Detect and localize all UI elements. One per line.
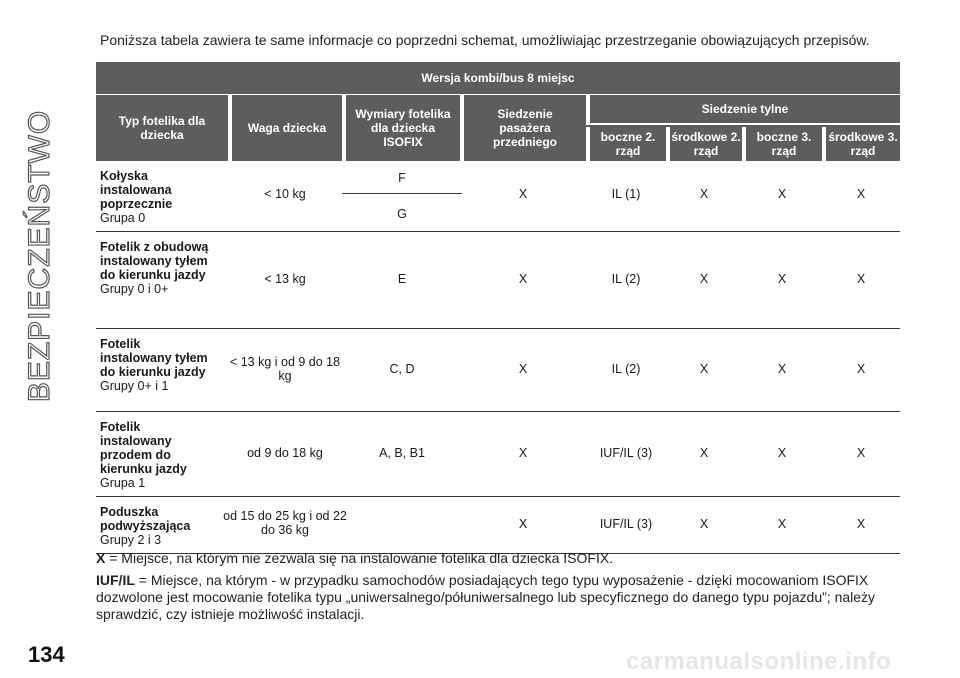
- cell-mid2: X: [699, 187, 709, 201]
- cell-isofix: A, B, B1: [379, 446, 425, 460]
- cell-front: X: [518, 517, 528, 531]
- header-isofix-size: Wymiary fotelika dla dziecka ISOFIX: [342, 95, 460, 161]
- cell-mid3: X: [856, 446, 866, 460]
- row-label: Poduszka podwyższająca Grupy 2 i 3: [100, 505, 191, 547]
- header-seat-type: Typ fotelika dla dziecka: [118, 114, 206, 142]
- cell-weight: < 13 kg i od 9 do 18 kg: [229, 355, 341, 383]
- cell-side2: IUF/IL (3): [599, 446, 653, 460]
- cell-side3: X: [777, 362, 787, 376]
- cell-side3: X: [777, 446, 787, 460]
- cell-isofix: C, D: [389, 362, 415, 376]
- cell-side2: IUF/IL (3): [599, 517, 653, 531]
- header-side-3rd-row: boczne 3. rząd: [742, 127, 822, 161]
- page-number: 134: [28, 642, 65, 667]
- table-row: [96, 497, 900, 554]
- cell-mid2: X: [699, 517, 709, 531]
- table-row: [96, 232, 900, 329]
- cell-weight: < 13 kg: [264, 272, 306, 286]
- table-header: [96, 62, 900, 161]
- watermark: carmanualsonline.info: [626, 648, 892, 675]
- row-label: Fotelik z obudową instalowany tyłem do kierunku jazdy Grupy 0 i 0+: [100, 240, 209, 296]
- cell-side3: X: [777, 187, 787, 201]
- cell-mid2: X: [699, 272, 709, 286]
- cell-front: X: [518, 187, 528, 201]
- cell-side3: X: [777, 517, 787, 531]
- cell-front: X: [518, 362, 528, 376]
- legend-x: X = Miejsce, na którym nie zezwala się na instalowanie fotelika dla dziecka ISOFIX.: [96, 550, 614, 566]
- cell-isofix-alt: G: [397, 207, 407, 221]
- cell-side3: X: [777, 272, 787, 286]
- cell-front: X: [518, 446, 528, 460]
- header-side-2nd-row: boczne 2. rząd: [586, 127, 666, 161]
- table-title: Wersja kombi/bus 8 miejsc: [96, 62, 900, 95]
- cell-weight: < 10 kg: [264, 187, 306, 201]
- cell-isofix: E: [397, 272, 407, 286]
- cell-mid2: X: [699, 362, 709, 376]
- cell-side2: IL (1): [611, 187, 641, 201]
- cell-mid3: X: [856, 517, 866, 531]
- cell-mid3: X: [856, 362, 866, 376]
- row-label: Fotelik instalowany tyłem do kierunku jazdy Grupy 0+ i 1: [100, 337, 208, 393]
- intro-paragraph: Poniższa tabela zawiera te same informacje co poprzedni schemat, umożliwiając przestrzeganie obowiązujących przepisów.: [100, 32, 870, 48]
- header-rear-seats: Siedzenie tylne: [586, 95, 900, 125]
- row-label: Fotelik instalowany przodem do kierunku jazdy Grupa 1: [100, 420, 187, 490]
- table-row: [96, 161, 900, 232]
- header-weight: Waga dziecka: [228, 95, 342, 161]
- cell-front: X: [518, 272, 528, 286]
- cell-isofix: F: [398, 171, 406, 185]
- header-middle-2nd-row: środkowe 2. rząd: [666, 127, 742, 161]
- table-row: [96, 329, 900, 412]
- cell-weight: od 9 do 18 kg: [247, 446, 323, 460]
- legend-iuf-il: IUF/IL = Miejsce, na którym - w przypadku samochodów posiadających tego typu wyposażenie - dzięki mocowaniom ISOFIX dozwolone jest mocowanie fotelika typu „uniwersalnego/półuniwersalnego lub specyficznego do danego typu pojazdu”; należy sprawdzić, czy istnieje możliwość instalacji.: [96, 572, 876, 622]
- row-label: Kołyska instalowana poprzecznie Grupa 0: [100, 169, 173, 225]
- isofix-table: [96, 62, 900, 554]
- table-row: [96, 412, 900, 497]
- header-middle-3rd-row: środkowe 3. rząd: [822, 127, 900, 161]
- cell-mid2: X: [699, 446, 709, 460]
- cell-divider: [342, 193, 462, 194]
- header-front-seat: Siedzenie pasażera przedniego: [460, 95, 586, 161]
- cell-side2: IL (2): [611, 362, 641, 376]
- cell-side2: IL (2): [611, 272, 641, 286]
- cell-mid3: X: [856, 187, 866, 201]
- cell-mid3: X: [856, 272, 866, 286]
- section-title-vertical: BEZPIECZEŃSTWO: [23, 109, 56, 403]
- cell-weight: od 15 do 25 kg i od 22 do 36 kg: [223, 509, 347, 537]
